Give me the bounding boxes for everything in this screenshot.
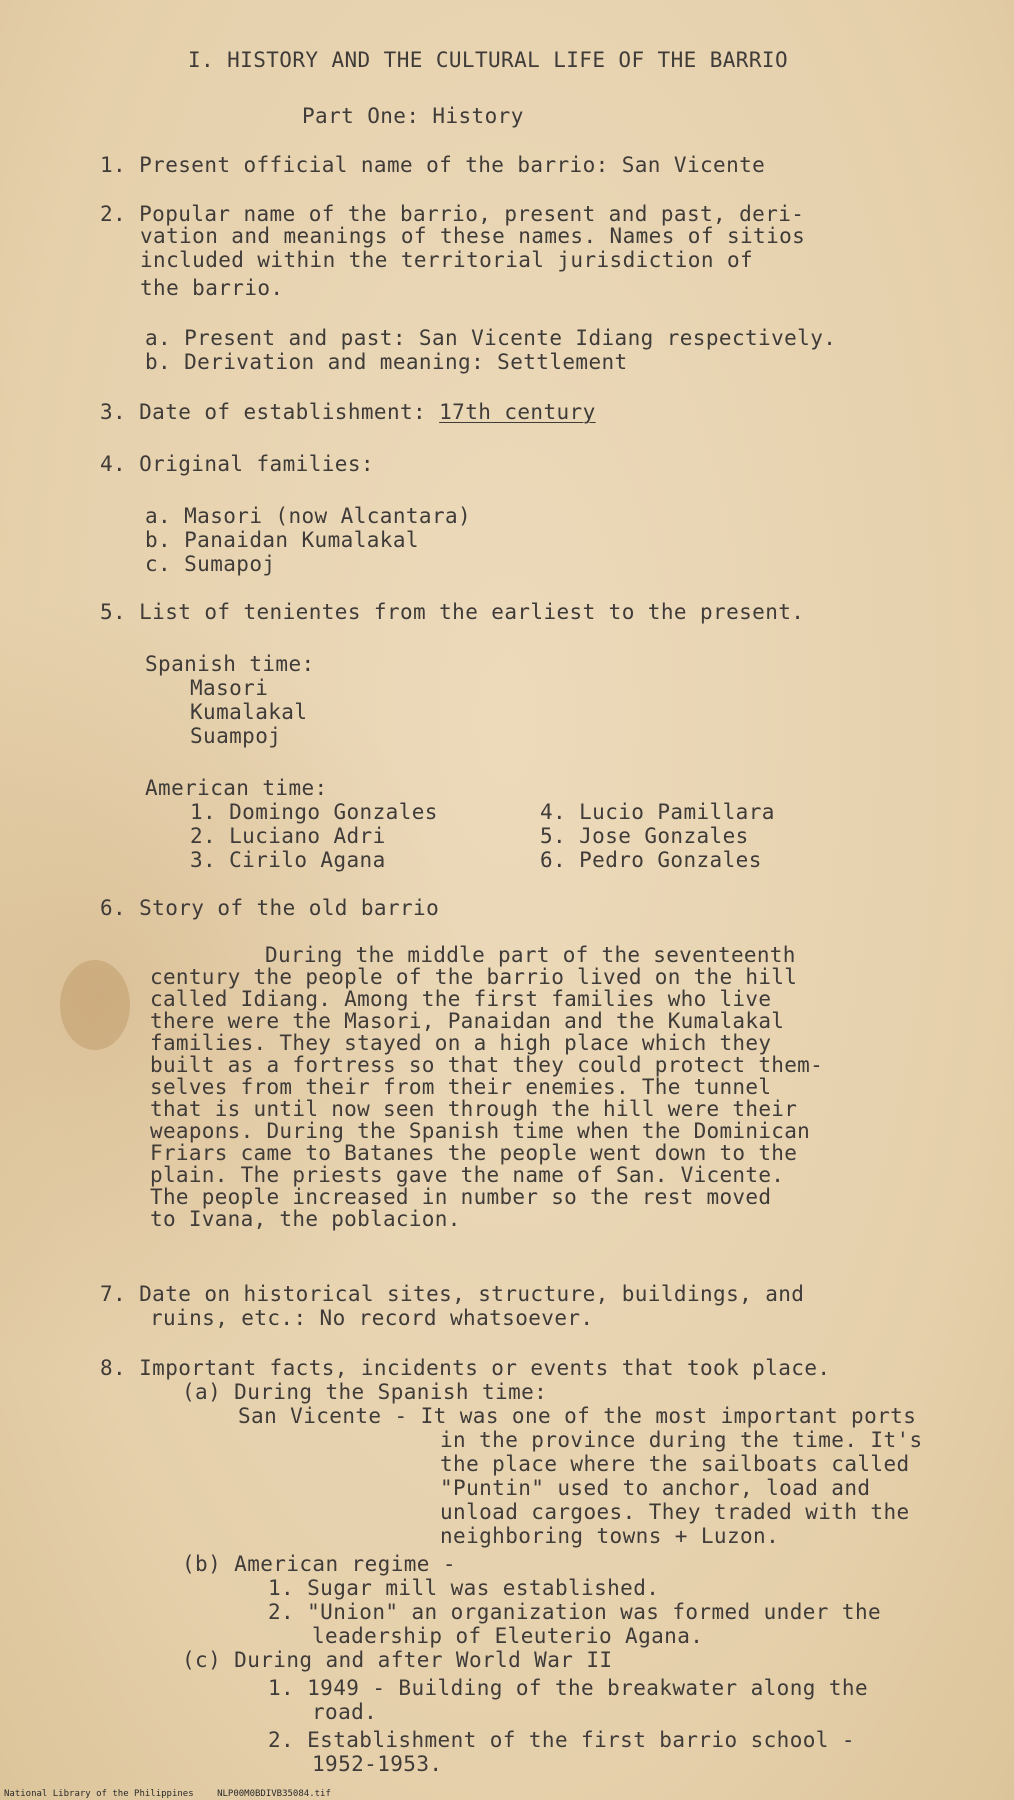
item-2-line-2: vation and meanings of these names. Names of sitios	[140, 224, 806, 248]
item-8-a-line: unload cargoes. They traded with the	[440, 1500, 910, 1524]
american-teniente: 3. Cirilo Agana	[190, 848, 386, 872]
item-8-label: 8. Important facts, incidents or events that took place.	[100, 1356, 831, 1380]
american-time-label: American time:	[145, 776, 328, 800]
library-name: National Library of the Philippines	[4, 1789, 194, 1799]
spanish-time-label: Spanish time:	[145, 652, 315, 676]
item-8-c-label: (c) During and after World War II	[182, 1648, 613, 1672]
scan-footer	[4, 1789, 349, 1799]
item-8-a-label: (a) During the Spanish time:	[182, 1380, 548, 1404]
old-barrio-story: During the middle part of the seventeenth century the people of the barrio lived on the hill called Idiang. Among the first families who live there were the Masori, Panaidan and the Kumalakal families. They stayed on a high place which they built as a fortress so that they could protect them- selves from their from their enemies. The tunnel that is until now seen through the hill were their weapons. During the Spanish time when the Dominican Friars came to Batanes the people went down to the plain. The priests gave the name of San. Vicente. The people increased in number so the rest moved to Ivana, the poblacion.	[150, 943, 824, 1231]
family-item: b. Panaidan Kumalakal	[145, 528, 419, 552]
item-8-c-2-cont: 1952-1953.	[312, 1752, 443, 1776]
item-8-c-2: 2. Establishment of the first barrio school -	[268, 1728, 855, 1752]
item-2-line-1: 2. Popular name of the barrio, present and past, deri-	[100, 202, 805, 226]
item-1: 1. Present official name of the barrio: San Vicente	[100, 153, 766, 177]
item-8-b-1: 1. Sugar mill was established.	[268, 1576, 660, 1600]
spanish-teniente: Kumalakal	[190, 700, 308, 724]
item-8-c-1-cont: road.	[312, 1700, 378, 1724]
american-teniente: 2. Luciano Adri	[190, 824, 386, 848]
item-8-c-1: 1. 1949 - Building of the breakwater along the	[268, 1676, 868, 1700]
stain	[60, 960, 130, 1050]
item-8-a-line: the place where the sailboats called	[440, 1452, 910, 1476]
item-7-line-1: 7. Date on historical sites, structure, buildings, and	[100, 1282, 805, 1306]
american-teniente: 4. Lucio Pamillara	[540, 800, 775, 824]
item-7-line-2: ruins, etc.: No record whatsoever.	[150, 1306, 594, 1330]
item-2-a: a. Present and past: San Vicente Idiang respectively.	[145, 326, 837, 350]
file-name: NLP00M0BDIVB35084.tif	[217, 1789, 331, 1799]
family-item: c. Sumapoj	[145, 552, 276, 576]
item-8-a-lead: San Vicente - It was one of the most important ports	[238, 1404, 917, 1428]
item-8-a-line: "Puntin" used to anchor, load and	[440, 1476, 871, 1500]
part-title: Part One: History	[302, 104, 524, 128]
item-3-label: 3. Date of establishment:	[100, 400, 440, 424]
item-4-label: 4. Original families:	[100, 452, 374, 476]
spanish-teniente: Masori	[190, 676, 269, 700]
item-2-line-4: the barrio.	[140, 276, 284, 300]
item-3	[100, 400, 596, 425]
item-8-b-2-cont: leadership of Eleuterio Agana.	[312, 1624, 704, 1648]
american-teniente: 6. Pedro Gonzales	[540, 848, 762, 872]
item-8-a-line: in the province during the time. It's	[440, 1428, 923, 1452]
item-8-b-2: 2. "Union" an organization was formed under the	[268, 1600, 882, 1624]
section-heading: I. HISTORY AND THE CULTURAL LIFE OF THE BARRIO	[188, 48, 788, 72]
item-2-line-3: included within the territorial jurisdiction of	[140, 248, 754, 272]
item-2-b: b. Derivation and meaning: Settlement	[145, 350, 628, 374]
spanish-teniente: Suampoj	[190, 724, 282, 748]
item-8-a-line: neighboring towns + Luzon.	[440, 1524, 780, 1548]
item-8-b-label: (b) American regime -	[182, 1552, 456, 1576]
family-item: a. Masori (now Alcantara)	[145, 504, 472, 528]
american-teniente: 1. Domingo Gonzales	[190, 800, 438, 824]
american-teniente: 5. Jose Gonzales	[540, 824, 749, 848]
item-3-value: 17th century	[439, 400, 596, 424]
item-5-label: 5. List of tenientes from the earliest to the present.	[100, 600, 805, 624]
item-6-label: 6. Story of the old barrio	[100, 896, 440, 920]
